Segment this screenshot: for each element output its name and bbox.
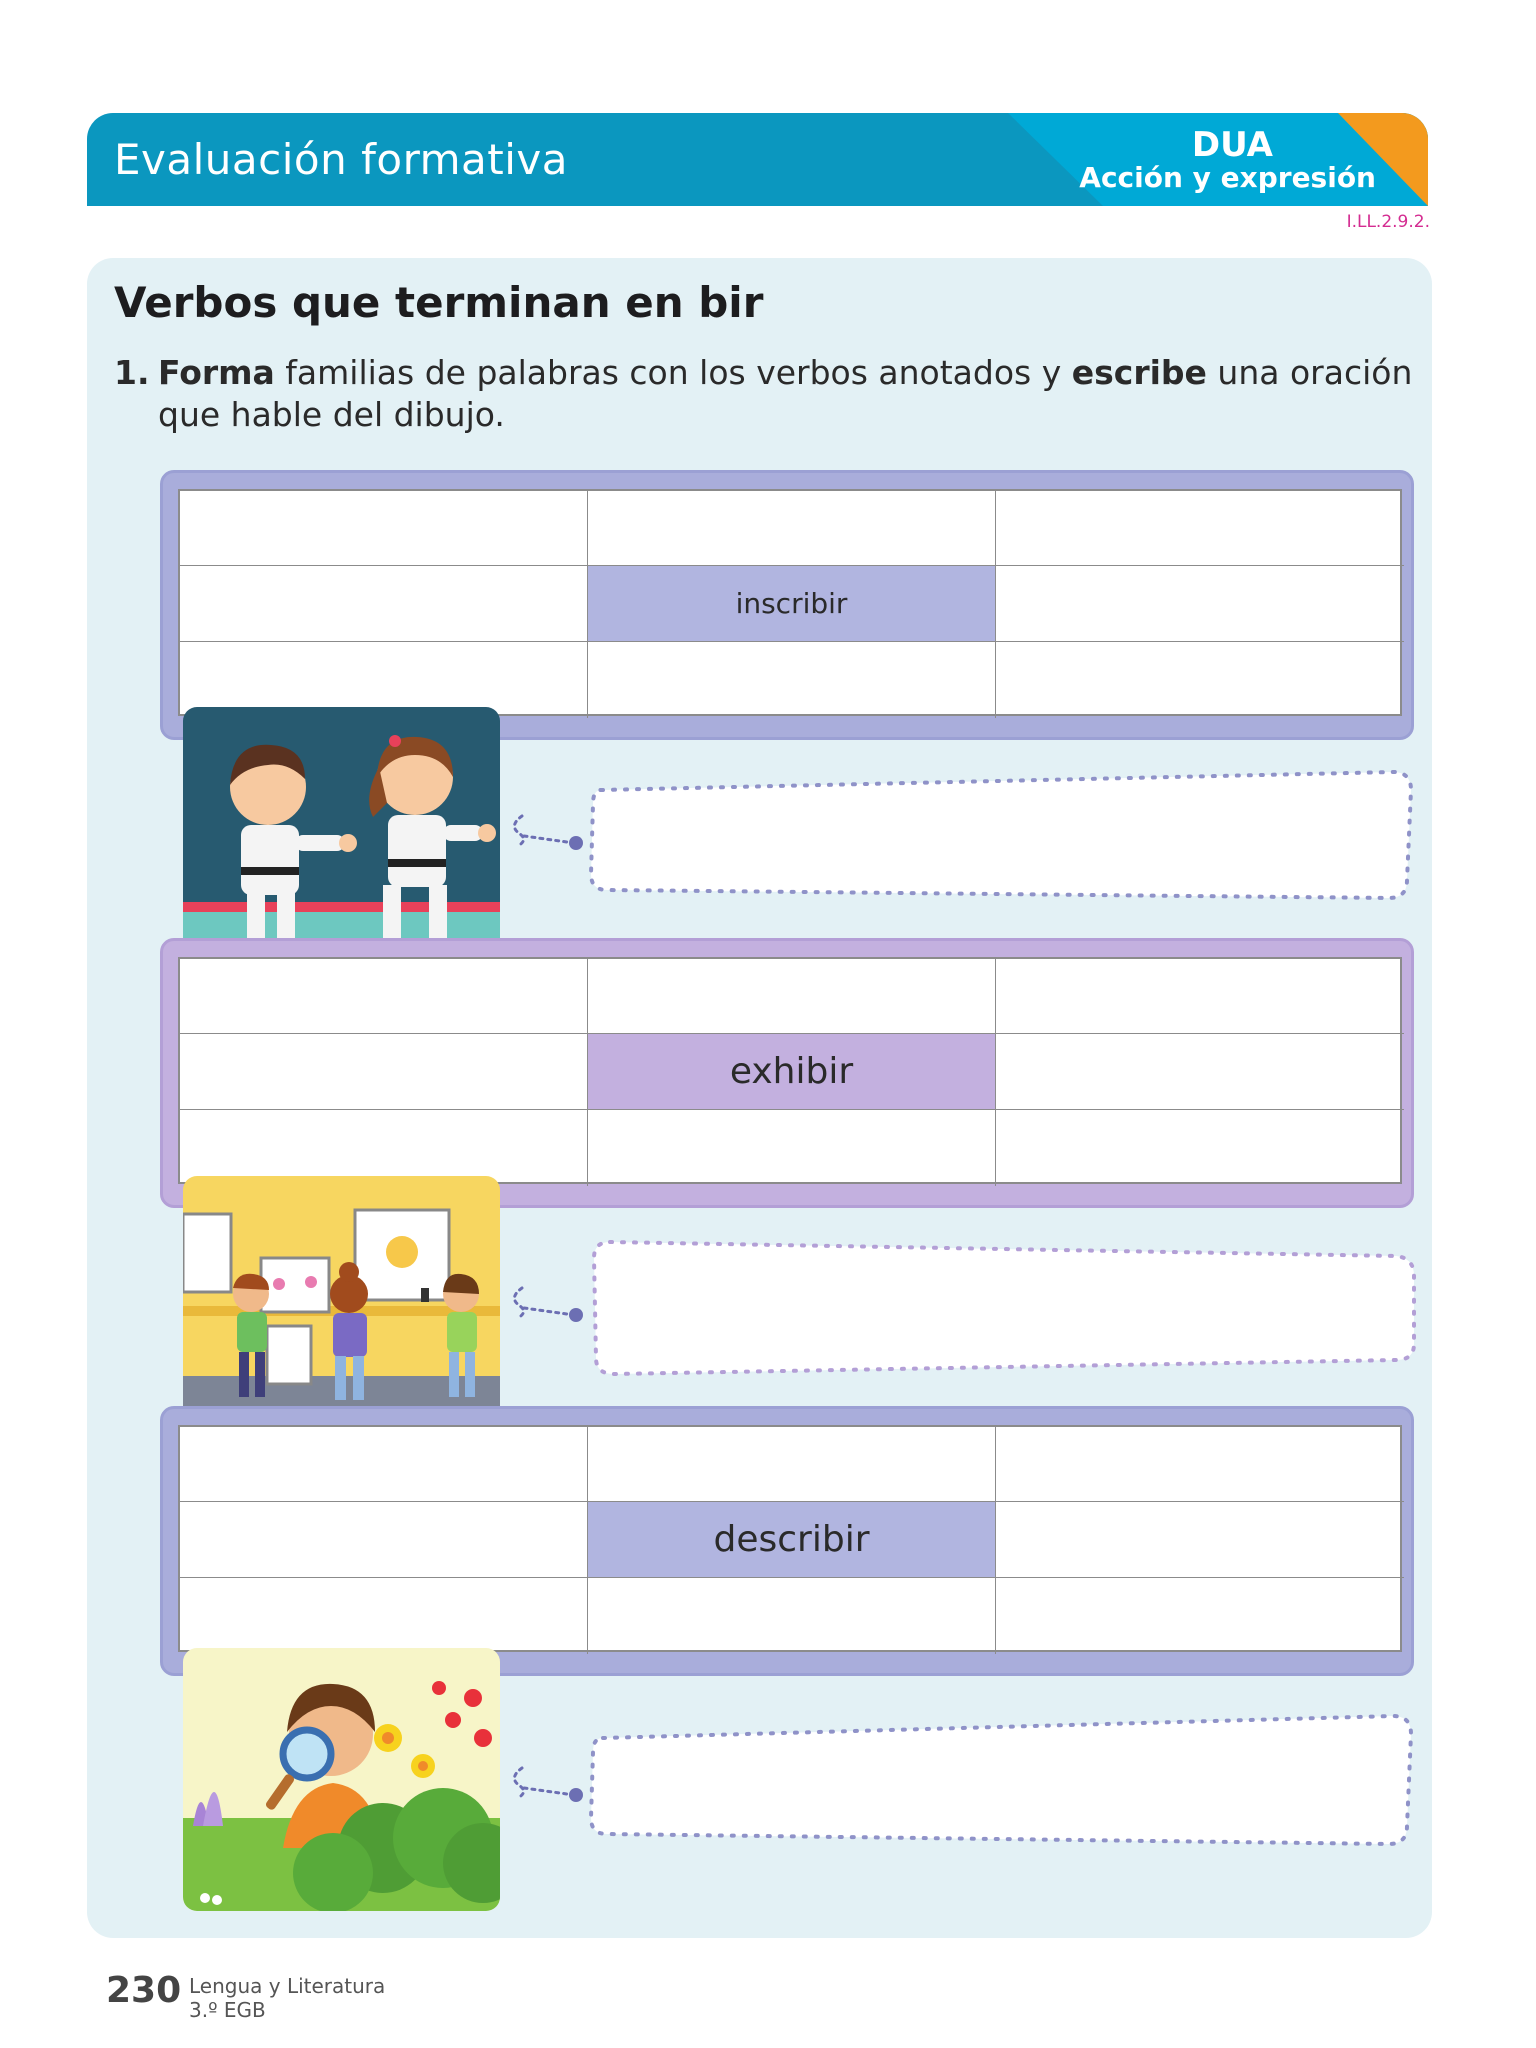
word-family-table-2: [178, 957, 1402, 1184]
word-cell[interactable]: [588, 491, 996, 566]
instruction-line-2: que hable del dibujo.: [158, 395, 505, 434]
instruction-bold-escribe: escribe: [1071, 353, 1207, 392]
verb-cell: describir: [588, 1502, 996, 1578]
word-cell[interactable]: [180, 1034, 588, 1110]
word-cell[interactable]: [588, 959, 996, 1034]
connector-line-icon: [510, 1762, 590, 1812]
verb-cell: exhibir: [588, 1034, 996, 1110]
word-cell[interactable]: [180, 1578, 588, 1654]
sentence-writing-box-2[interactable]: [588, 1236, 1420, 1381]
word-cell[interactable]: [180, 959, 588, 1034]
word-cell[interactable]: [180, 1110, 588, 1186]
dua-badge: [1008, 113, 1428, 206]
word-cell[interactable]: [180, 566, 588, 642]
word-cell[interactable]: [588, 642, 996, 718]
instruction-text-1: familias de palabras con los verbos anotados y: [274, 353, 1072, 392]
header-banner: [87, 113, 1428, 206]
word-cell[interactable]: [180, 1502, 588, 1578]
word-cell[interactable]: [996, 1578, 1404, 1654]
word-cell[interactable]: [588, 1110, 996, 1186]
instruction-text-2: una oración: [1206, 353, 1413, 392]
word-cell[interactable]: [996, 1110, 1404, 1186]
art-gallery-kids-illustration: [183, 1176, 500, 1439]
karate-kids-illustration: [183, 707, 500, 970]
indicator-code: I.LL.2.9.2.: [1346, 212, 1430, 232]
word-cell[interactable]: [588, 1578, 996, 1654]
page-title: Evaluación formativa: [114, 135, 568, 184]
girl-magnifying-glass-flowers-illustration: [183, 1648, 500, 1911]
word-cell[interactable]: [996, 1427, 1404, 1502]
section-title: Verbos que terminan en bir: [114, 278, 764, 327]
word-cell[interactable]: [588, 1427, 996, 1502]
page-number: 230: [106, 1970, 182, 2011]
footer-grade: 3.º EGB: [189, 1998, 266, 2022]
verb-cell: inscribir: [588, 566, 996, 642]
dua-label: DUA: [1191, 125, 1273, 165]
footer-subject: Lengua y Literatura: [189, 1974, 386, 1998]
word-cell[interactable]: [996, 959, 1404, 1034]
connector-line-icon: [510, 810, 590, 860]
connector-line-icon: [510, 1282, 590, 1332]
dua-subtitle: Acción y expresión: [1079, 161, 1376, 194]
exercise-number: 1.: [114, 353, 150, 392]
word-cell[interactable]: [180, 491, 588, 566]
word-cell[interactable]: [996, 1502, 1404, 1578]
word-cell[interactable]: [180, 1427, 588, 1502]
word-cell[interactable]: [996, 642, 1404, 718]
word-cell[interactable]: [996, 566, 1404, 642]
word-cell[interactable]: [996, 1034, 1404, 1110]
sentence-writing-box-1[interactable]: [585, 768, 1417, 908]
instruction-bold-forma: Forma: [158, 353, 275, 392]
word-cell[interactable]: [996, 491, 1404, 566]
sentence-writing-box-3[interactable]: [585, 1710, 1417, 1855]
instruction: [114, 352, 1414, 436]
word-family-table-3: [178, 1425, 1402, 1652]
word-family-table-1: [178, 489, 1402, 716]
